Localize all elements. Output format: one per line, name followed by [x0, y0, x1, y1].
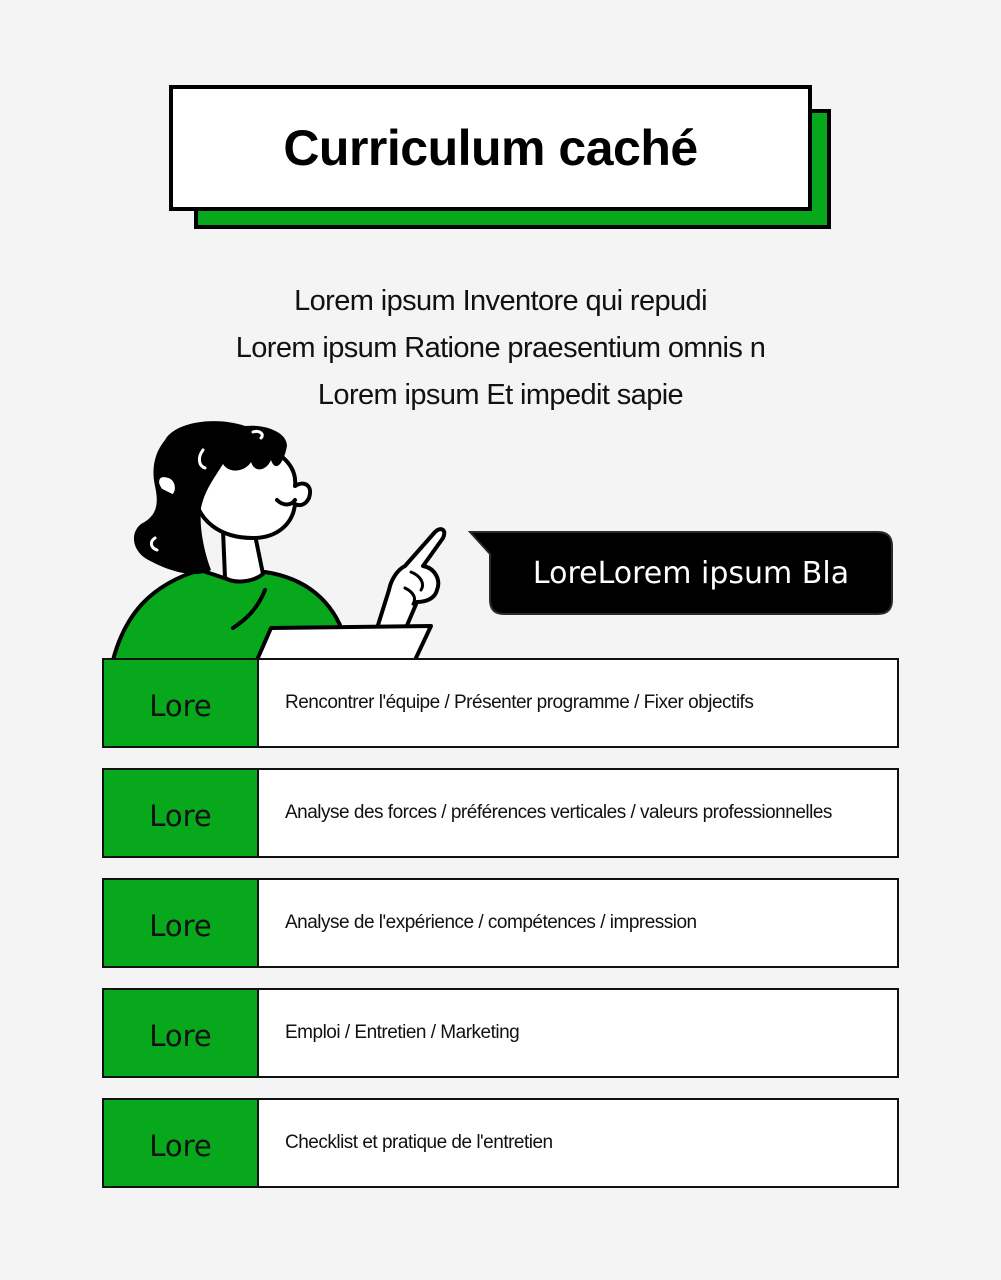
intro-line-1: Lorem ipsum Inventore qui repudi: [294, 285, 707, 317]
list-item-text: Analyse de l'expérience / compétences / impression: [285, 912, 697, 933]
list-item: [102, 1098, 899, 1188]
list-item: [102, 658, 899, 748]
title-box: [169, 85, 812, 211]
list-item-label: Lore: [104, 770, 259, 856]
list-item: [102, 988, 899, 1078]
speech-bubble-text: LoreLorem ipsum Bla: [532, 555, 850, 591]
list-item-text: Analyse des forces / préférences verticales / valeurs professionnelles: [285, 802, 832, 823]
list-item: [102, 878, 899, 968]
intro-line-3: Lorem ipsum Et impedit sapie: [317, 379, 684, 411]
title-banner: [169, 85, 837, 235]
list-item: [102, 768, 899, 858]
list-item-label: Lore: [104, 880, 259, 966]
list-item-text: Rencontrer l'équipe / Présenter programme / Fixer objectifs: [285, 692, 754, 713]
list-item-label: Lore: [104, 1100, 259, 1186]
intro-line-2: Lorem ipsum Ratione praesentium omnis n: [235, 332, 766, 364]
list-item-label: Lore: [104, 990, 259, 1076]
page-title: Curriculum caché: [283, 120, 698, 176]
intro-text: [0, 278, 1001, 419]
speech-bubble: [468, 530, 893, 616]
woman-pointing-illustration: [105, 420, 455, 660]
program-list: [102, 658, 899, 1188]
list-item-text: Checklist et pratique de l'entretien: [285, 1132, 553, 1153]
list-item-text: Emploi / Entretien / Marketing: [285, 1022, 520, 1043]
list-item-label: Lore: [104, 660, 259, 746]
